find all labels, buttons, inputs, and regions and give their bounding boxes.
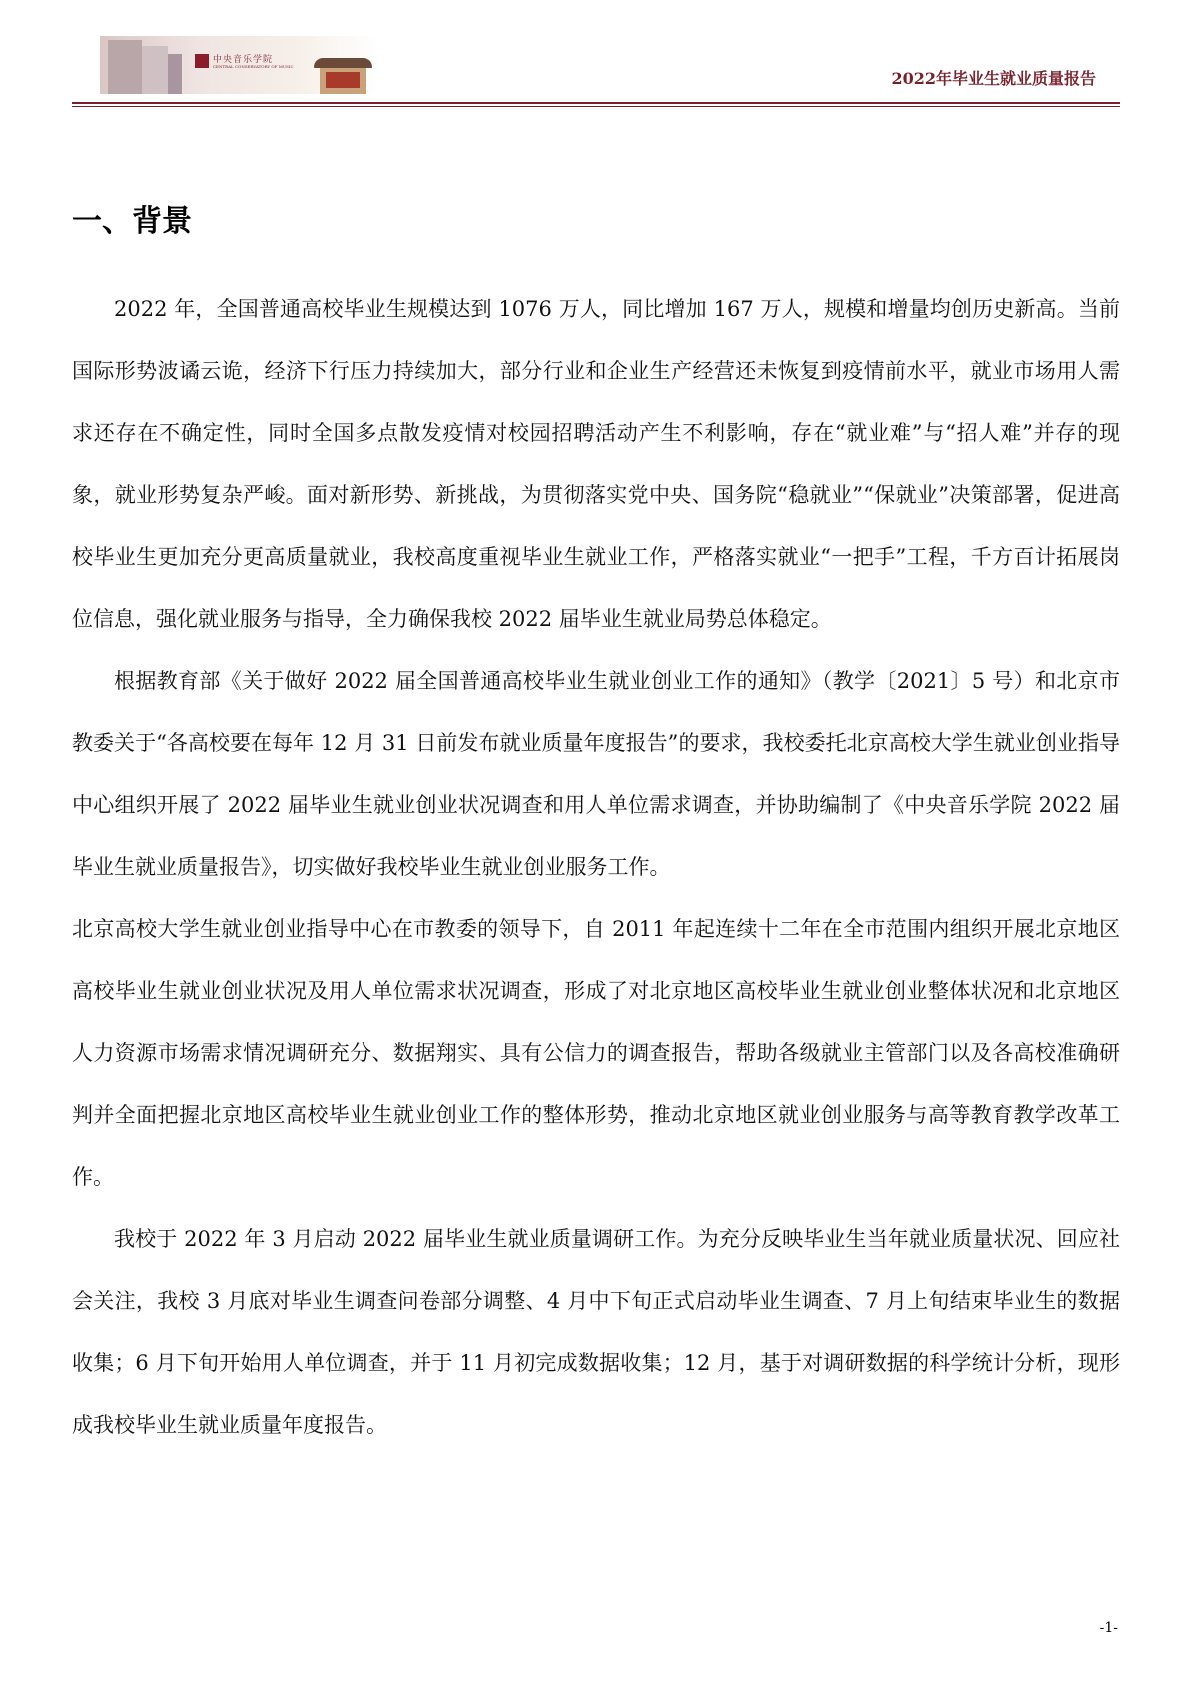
logo-english-name: CENTRAL CONSERVATORY OF MUSIC [213,64,294,69]
body-content [72,278,1120,1456]
paragraph-timeline: 我校于 2022 年 3 月启动 2022 届毕业生就业质量调研工作。为充分反映毕业生当年就业质量状况、回应社会关注，我校 3 月底对毕业生调查问卷部分调整、4 月中下旬正式启动毕业生调查、7 月上旬结束毕业生的数据收集；6 月下旬开始用人单位调查，并于 11 月初完成数据收集；12 月，基于对调研数据的科学统计分析，现形成我校毕业生就业质量年度报告。 [72,1227,1120,1437]
section-title: 一、背景 [72,204,192,239]
page-number: -1- [1099,1620,1118,1636]
temple-wall [326,72,360,88]
building-graphic [108,40,142,94]
logo-chinese-name: 中央音乐学院 [213,55,274,65]
header-banner-image [100,36,378,94]
logo-seal-icon [195,54,209,68]
temple-roof [314,58,372,68]
paragraph-background: 2022 年，全国普通高校毕业生规模达到 1076 万人，同比增加 167 万人，规模和增量均创历史新高。当前国际形势波谲云诡，经济下行压力持续加大，部分行业和企业生产经营还未恢复到疫情前水平，就业市场用人需求还存在不确定性，同时全国多点散发疫情对校园招聘活动产生不利影响，存在“就业难”与“招人难”并存的现象，就业形势复杂严峻。面对新形势、新挑战，为贯彻落实党中央、国务院“稳就业”“保就业”决策部署，促进高校毕业生更加充分更高质量就业，我校高度重视毕业生就业工作，严格落实就业“一把手”工程，千方百计拓展岗位信息，强化就业服务与指导，全力确保我校 2022 届毕业生就业局势总体稳定。 [72,297,1120,631]
paragraph-basis: 根据教育部《关于做好 2022 届全国普通高校毕业生就业创业工作的通知》（教学〔2021〕5 号）和北京市教委关于“各高校要在每年 12 月 31 日前发布就业质量年度报告”的要求，我校委托北京高校大学生就业创业指导中心组织开展了 2022 届毕业生就业创业状况调查和用人单位需求调查，并协助编制了《中央音乐学院 2022 届毕业生就业质量报告》，切实做好我校毕业生就业创业服务工作。 [72,669,1120,879]
paragraph-center: 北京高校大学生就业创业指导中心在市教委的领导下，自 2011 年起连续十二年在全市范围内组织开展北京地区高校毕业生就业创业状况及用人单位需求状况调查，形成了对北京地区高校毕业生就业创业整体状况和北京地区人力资源市场需求情况调研充分、数据翔实、具有公信力的调查报告，帮助各级就业主管部门以及各高校准确研判并全面把握北京地区高校毕业生就业创业工作的整体形势，推动北京地区就业创业服务与高等教育教学改革工作。 [72,917,1120,1189]
page-header [72,36,1120,116]
temple-graphic [310,52,376,94]
school-logo [195,52,294,76]
building-graphic [168,54,182,94]
building-graphic [142,46,168,94]
header-divider [72,102,1120,104]
header-divider-thin [72,106,1120,107]
report-title: 2022年毕业生就业质量报告 [891,69,1096,88]
